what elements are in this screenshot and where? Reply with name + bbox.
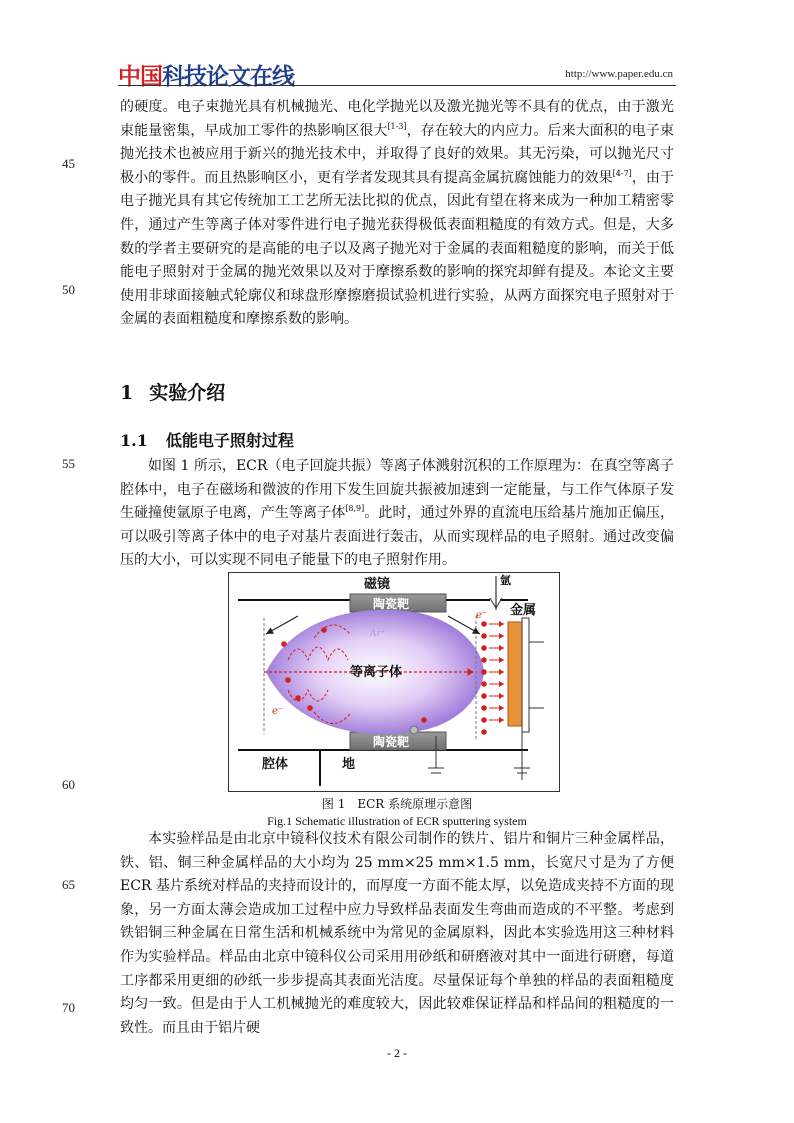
chamber-label: 腔体 — [262, 757, 289, 772]
electron-label-left: e⁻ — [272, 706, 284, 717]
para-text: 。此时，通过外界的直流电压给基片施加正偏压，可以吸引等离子体中的电子对基片表面进行轰击，从而实现样品的电子照射。通过改变偏压的大小，可以实现不同电子能量下的电子照射作用。 — [120, 505, 675, 569]
para-text: 如图 1 所示，ECR（电子回旋共振）等离子体溅射沉积的工作原理为：在真空等离子腔体中，电子在磁场和微波的作用下发生回旋共振被加速到一定能量，与工作气体原子发生碰撞使氩原子电离，产生等离子体 — [120, 458, 674, 522]
logo-text-blue: 科技论文在线 — [162, 64, 294, 90]
ground-label: 地 — [342, 757, 356, 772]
citation[interactable]: [8,9] — [345, 504, 365, 514]
journal-logo — [118, 58, 294, 91]
figure-caption-en: Fig.1 Schematic illustration of ECR sputtering system — [267, 814, 527, 828]
line-number: 45 — [62, 156, 75, 171]
page-number: - 2 - — [387, 1046, 407, 1060]
metal-label: 金属 — [510, 603, 537, 618]
metal-substrate — [508, 622, 522, 726]
section-title: 实验介绍 — [149, 382, 226, 404]
paragraph-intro — [120, 96, 674, 332]
plasma-label: 等离子体 — [350, 665, 403, 680]
para-text: ，存在较大的内应力。后来大面积的电子束抛光技术也被应用于新兴的抛光技术中，并取得了良好的效果。其无污染，可以抛光尺寸极小的零件。而且热影响区小，更有学者发现其具有提高金属抗腐蚀能力的效果 — [120, 122, 674, 186]
ecr-schematic-figure — [228, 572, 560, 792]
target-bottom-label: 陶瓷靶 — [373, 735, 410, 749]
subsection-title: 低能电子照射过程 — [165, 431, 294, 450]
para-text: 的硬度。电子束抛光具有机械抛光、电化学抛光以及激光抛光等不具有的优点，由于激光束能量密集，早成加工零件的热影响区很大 — [120, 99, 674, 139]
line-number: 55 — [62, 456, 75, 471]
citation[interactable]: [1-3] — [387, 121, 407, 131]
section-heading — [120, 378, 225, 405]
argon-label: 氩 — [500, 574, 511, 587]
citation[interactable]: [4-7] — [612, 168, 632, 178]
paragraph-samples: 本实验样品是由北京中镜科仪技术有限公司制作的铁片、铝片和铜片三种金属样品，铁、铝、铜三种金属样品的大小均为 25 mm×25 mm×1.5 mm，长宽尺寸是为了方便 ECR 基片系统对样品的夹持而设计的，而厚度一方面不能太厚，以免造成夹持不方面的现象，另一方面太薄会造成加工过程中应力导致样品表面发生弯曲而造成的不平整。考虑到铁铝铜三种金属在日常生活和机械系统中为常见的金属原料，因此本实验选用这三种材料作为实验样品。样品由北京中镜科仪公司采用用砂纸和研磨液对其中一面进行研磨，每道工序都采用更细的砂纸一步步提高其表面光洁度。尽量保证每个单独的样品的表面粗糙度均匀一致。但是由于人工机械抛光的难度较大，因此较难保证样品和样品间的粗糙度的一致性。而且由于铝片硬 — [120, 831, 674, 1036]
para-text: ，由于电子抛光具有其它传统加工工艺所无法比拟的优点，因此有望在将来成为一种加工精密零件，通过产生等离子体对零件进行电子抛光获得极低表面粗糙度的有效方式。但是，大多数的学者主要研究的是高能的电子以及离子抛光对于金属的表面粗糙度的影响，而关于低能电子照射对于金属的抛光效果以及对于摩擦系数的影响的探究却鲜有提及。本论文主要使用非球面接触式轮廓仪和球盘形摩擦磨损试验机进行实验，从两方面探究电子照射对于金属的表面粗糙度和摩擦系数的影响。 — [120, 169, 675, 328]
line-number: 50 — [62, 282, 75, 297]
figure-caption-cn: 图 1 ECR 系统原理示意图 — [321, 797, 473, 811]
target-top-label: 陶瓷靶 — [373, 597, 410, 611]
line-number: 65 — [62, 877, 75, 892]
substrate-holder — [522, 618, 529, 732]
magnet-label: 磁镜 — [364, 577, 391, 592]
subsection-number: 1.1 — [120, 431, 148, 450]
section-number: 1 — [120, 382, 134, 404]
logo-text-red: 中国 — [118, 64, 162, 90]
header-url[interactable]: http://www.paper.edu.cn — [565, 68, 673, 80]
line-number: 60 — [62, 777, 75, 792]
subsection-heading — [120, 428, 294, 451]
paragraph-ecr — [120, 455, 674, 573]
electron-label-right: e⁻ — [476, 610, 488, 621]
line-number: 70 — [62, 1000, 75, 1015]
header-rule — [118, 85, 676, 86]
argon-ion-label: Ar⁺ — [370, 629, 386, 639]
